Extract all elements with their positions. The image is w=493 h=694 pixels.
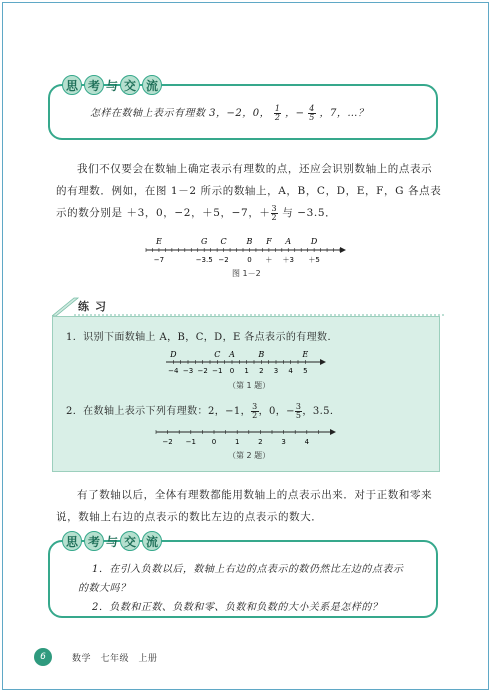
tick-label: 0 bbox=[211, 438, 217, 446]
denominator: 2 bbox=[274, 113, 281, 122]
numerator: 4 bbox=[309, 104, 315, 113]
point-letter: E bbox=[156, 237, 162, 246]
tick-label: 3 bbox=[273, 367, 279, 375]
denominator: 2 bbox=[252, 411, 258, 420]
think-discuss-tag-1 bbox=[62, 75, 162, 95]
point-letter: A bbox=[285, 237, 292, 246]
axis-arrow bbox=[340, 247, 346, 253]
tag-char: 思 bbox=[62, 75, 82, 95]
exercise-1: 1．识别下面数轴上 A，B，C，D，E 各点表示的有理数． bbox=[66, 332, 338, 343]
point-letter: B bbox=[246, 237, 253, 246]
tick-label: ＋ bbox=[265, 256, 273, 264]
text: 怎样在数轴上表示有理数 3，−2，0， bbox=[90, 108, 271, 119]
numerator: 1 bbox=[274, 104, 281, 113]
tick-label: −7 bbox=[153, 256, 165, 264]
point-letter: D bbox=[170, 350, 177, 359]
tick-label: −2 bbox=[197, 367, 208, 375]
text: 示的数分别是 ＋3，0，−2，＋5，−7，＋ bbox=[56, 207, 271, 219]
tick-label: 4 bbox=[304, 438, 310, 446]
text: ，0，− bbox=[258, 406, 295, 417]
text: ，− bbox=[285, 108, 305, 119]
exercise-2-caption: （第 2 题） bbox=[228, 451, 271, 460]
tick-label: 1 bbox=[244, 367, 249, 375]
point-letter: G bbox=[201, 237, 208, 246]
number-line-exercise-2 bbox=[150, 424, 340, 450]
tick-label: 0 bbox=[247, 256, 252, 264]
think-questions-2 bbox=[78, 560, 403, 617]
tag-char: 与 bbox=[106, 78, 119, 93]
text: 2．在数轴上表示下列有理数：2，−1， bbox=[66, 406, 252, 417]
tick-label: 2 bbox=[258, 438, 263, 446]
denominator: 5 bbox=[309, 113, 315, 122]
axis-arrow bbox=[320, 359, 326, 365]
tick-label: 2 bbox=[259, 367, 264, 375]
paragraph-line: 有了数轴以后，全体有理数都能用数轴上的点表示出来．对于正数和零来 bbox=[77, 489, 433, 501]
text: ，3.5． bbox=[302, 406, 341, 417]
point-letter: F bbox=[266, 237, 272, 246]
tick-label: −3.5 bbox=[195, 256, 213, 264]
tag-char: 考 bbox=[84, 531, 104, 551]
point-letter: C bbox=[214, 350, 221, 359]
tick-label: −2 bbox=[162, 438, 173, 446]
tag-char: 交 bbox=[120, 531, 140, 551]
paragraph-1 bbox=[56, 158, 446, 224]
tag-char: 与 bbox=[106, 534, 119, 549]
point-letter: E bbox=[302, 350, 309, 359]
paragraph-line: 说，数轴上右边的点表示的数比左边的点表示的数大． bbox=[56, 511, 323, 523]
fraction bbox=[308, 105, 316, 122]
point-letter: A bbox=[229, 350, 235, 359]
tick-label: ＋5 bbox=[308, 256, 320, 264]
point-letter: B bbox=[258, 350, 265, 359]
numerator: 3 bbox=[271, 203, 278, 213]
text: ，7，…？ bbox=[319, 108, 369, 119]
tag-char: 交 bbox=[120, 75, 140, 95]
think-question: 的数大吗？ bbox=[78, 583, 131, 594]
paragraph-line: 我们不仅要会在数轴上确定表示有理数的点，还应会识别数轴上的点表示 bbox=[77, 163, 433, 175]
figure-caption: 图 1－2 bbox=[232, 269, 261, 278]
tick-label: ＋3 bbox=[282, 256, 295, 264]
tick-label: −1 bbox=[212, 367, 223, 375]
paragraph-2 bbox=[56, 484, 446, 528]
exercise-1-caption: （第 1 题） bbox=[228, 381, 271, 390]
think-discuss-tag-2 bbox=[62, 531, 162, 551]
tag-char: 流 bbox=[142, 531, 162, 551]
practice-header bbox=[52, 296, 444, 316]
tag-char: 流 bbox=[142, 75, 162, 95]
tag-char: 思 bbox=[62, 531, 82, 551]
tag-char: 考 bbox=[84, 75, 104, 95]
think-question: 2．负数和正数、负数和零、负数和负数的大小关系是怎样的？ bbox=[92, 602, 383, 613]
think-question-1 bbox=[90, 104, 368, 122]
paragraph-line bbox=[56, 202, 446, 224]
denominator: 2 bbox=[271, 212, 278, 222]
tick-label: −2 bbox=[218, 256, 229, 264]
tick-label: −1 bbox=[185, 438, 196, 446]
number-line-exercise-1 bbox=[160, 348, 330, 380]
think-question: 1．在引入负数以后，数轴上右边的点表示的数仍然比左边的点表示 bbox=[92, 564, 404, 575]
paragraph-line: 的有理数．例如，在图 1－2 所示的数轴上，A，B，C，D，E，F，G 各点表 bbox=[56, 185, 442, 197]
tick-label: −3 bbox=[182, 367, 194, 375]
footer-text: 数学 七年级 上册 bbox=[72, 654, 158, 664]
tick-label: −4 bbox=[168, 367, 179, 375]
practice-label: 练习 bbox=[78, 300, 112, 313]
tick-label: 0 bbox=[229, 367, 235, 375]
exercise-2 bbox=[66, 402, 340, 420]
numerator: 3 bbox=[252, 402, 258, 411]
fraction bbox=[251, 403, 259, 420]
fraction bbox=[274, 105, 282, 122]
tick-label: 5 bbox=[303, 367, 308, 375]
denominator: 5 bbox=[295, 411, 302, 420]
page-number-badge: 6 bbox=[34, 648, 52, 666]
numerator: 3 bbox=[295, 402, 302, 411]
axis-arrow bbox=[330, 429, 336, 435]
point-letter: D bbox=[310, 237, 318, 246]
tick-label: 4 bbox=[288, 367, 293, 375]
tick-label: 1 bbox=[234, 438, 240, 446]
point-letter: C bbox=[220, 237, 227, 246]
text: 与 −3.5． bbox=[278, 207, 337, 219]
tick-label: 3 bbox=[281, 438, 286, 446]
